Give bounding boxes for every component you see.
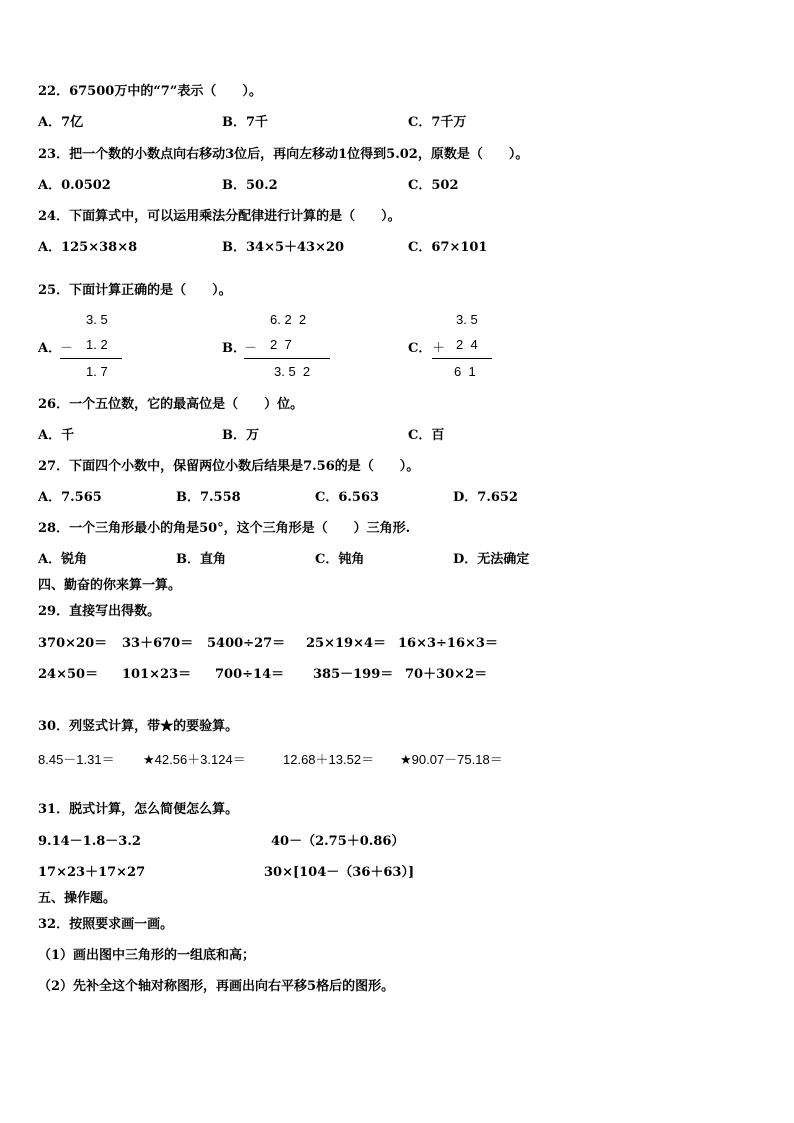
q29-stem: 29．直接写出得数。 [38, 604, 161, 619]
q29-r2-item-4: 385－199＝ [313, 667, 394, 682]
q25-stem: 25．下面计算正确的是（ ）。 [38, 283, 232, 298]
q24-option-b: B．34×5＋43×20 [222, 240, 345, 255]
q29-r1-item-2: 33＋670＝ [122, 636, 194, 651]
q22-option-c: C．7千万 [408, 115, 467, 130]
q25-c-top: 3. 5 [456, 312, 478, 327]
q29-r2-item-3: 700÷14＝ [215, 667, 285, 682]
q29-r2-item-5: 70＋30×2＝ [405, 667, 488, 682]
q27-option-b: B．7.558 [176, 490, 241, 505]
q32-part-1: （1）画出图中三角形的一组底和高； [38, 948, 256, 963]
q28-option-d: D．无法确定 [453, 552, 530, 567]
q29-r1-item-1: 370×20＝ [38, 636, 108, 651]
q26-stem: 26．一个五位数，它的最高位是（ ）位。 [38, 397, 304, 412]
q24-stem: 24．下面算式中，可以运用乘法分配律进行计算的是（ ）。 [38, 209, 401, 224]
q25-option-c-vertical [432, 312, 502, 382]
q25-c-line [432, 358, 492, 359]
q28-option-c: C．钝角 [315, 552, 365, 567]
q30-item-4: ★90.07－75.18＝ [400, 752, 503, 767]
section-4-heading: 四、勤奋的你来算一算。 [38, 578, 182, 593]
q25-option-b-vertical [244, 312, 344, 382]
q29-r1-item-4: 25×19×4＝ [306, 636, 387, 651]
q23-option-c: C．502 [408, 178, 459, 193]
q23-option-a: A．0.0502 [38, 178, 111, 193]
q23-option-b: B．50.2 [222, 178, 278, 193]
q29-r2-item-2: 101×23＝ [122, 667, 192, 682]
q25-a-middle: 1. 2 [86, 337, 108, 352]
q30-item-1: 8.45－1.31＝ [38, 752, 115, 767]
q27-option-c: C．6.563 [315, 490, 380, 505]
q26-option-c: C．百 [408, 428, 445, 443]
q24-option-a: A．125×38×8 [38, 240, 138, 255]
q29-r2-item-1: 24×50＝ [38, 667, 99, 682]
section-5-heading: 五、操作题。 [38, 891, 117, 906]
q28-option-b: B．直角 [176, 552, 226, 567]
q31-item-3: 17×23＋17×27 [38, 865, 146, 880]
q31-item-2: 40－（2.75＋0.86） [271, 834, 405, 849]
q30-stem: 30．列竖式计算，带★的要验算。 [38, 719, 239, 734]
q26-option-b: B．万 [222, 428, 259, 443]
q32-stem: 32．按照要求画一画。 [38, 917, 174, 932]
q25-a-operator: － [60, 340, 74, 355]
q25-c-middle: 2 4 [456, 337, 478, 352]
q22-stem: 22．67500万中的“7”表示（ ）。 [38, 84, 262, 99]
q31-item-4: 30×[104－（36＋63）] [264, 865, 415, 880]
q25-option-b-label: B． [222, 341, 246, 356]
q31-item-1: 9.14－1.8－3.2 [38, 834, 141, 849]
q30-item-3: 12.68＋13.52＝ [283, 752, 375, 767]
q25-option-a-label: A． [38, 341, 62, 356]
q28-option-a: A．锐角 [38, 552, 88, 567]
q30-item-2: ★42.56＋3.124＝ [143, 752, 246, 767]
q22-option-a: A．7亿 [38, 115, 84, 130]
q25-option-a-vertical [60, 312, 130, 382]
q29-r1-item-5: 16×3÷16×3＝ [398, 636, 498, 651]
q25-a-result: 1. 7 [86, 364, 108, 379]
q24-option-c: C．67×101 [408, 240, 488, 255]
q25-b-top: 6. 2 2 [270, 312, 307, 327]
q25-c-operator: ＋ [432, 340, 446, 355]
q25-a-line [60, 358, 122, 359]
q31-stem: 31．脱式计算，怎么简便怎么算。 [38, 802, 239, 817]
q23-stem: 23．把一个数的小数点向右移动3位后，再向左移动1位得到5.02，原数是（ ）。 [38, 147, 529, 162]
q25-c-result: 6 1 [454, 364, 476, 379]
q32-part-2: （2）先补全这个轴对称图形，再画出向右平移5格后的图形。 [38, 979, 395, 994]
q29-r1-item-3: 5400÷27＝ [207, 636, 286, 651]
q25-b-middle: 2 7 [270, 337, 292, 352]
q27-option-d: D．7.652 [453, 490, 518, 505]
q27-stem: 27．下面四个小数中，保留两位小数后结果是7.56的是（ ）。 [38, 459, 420, 474]
q26-option-a: A．千 [38, 428, 75, 443]
q25-b-line [244, 358, 330, 359]
q25-b-operator: － [244, 340, 258, 355]
q22-option-b: B．7千 [222, 115, 269, 130]
q27-option-a: A．7.565 [38, 490, 102, 505]
q25-option-c-label: C． [408, 341, 432, 356]
q25-b-result: 3. 5 2 [274, 364, 311, 379]
q28-stem: 28．一个三角形最小的角是50°，这个三角形是（ ）三角形. [38, 521, 411, 536]
q25-a-top: 3. 5 [86, 312, 108, 327]
